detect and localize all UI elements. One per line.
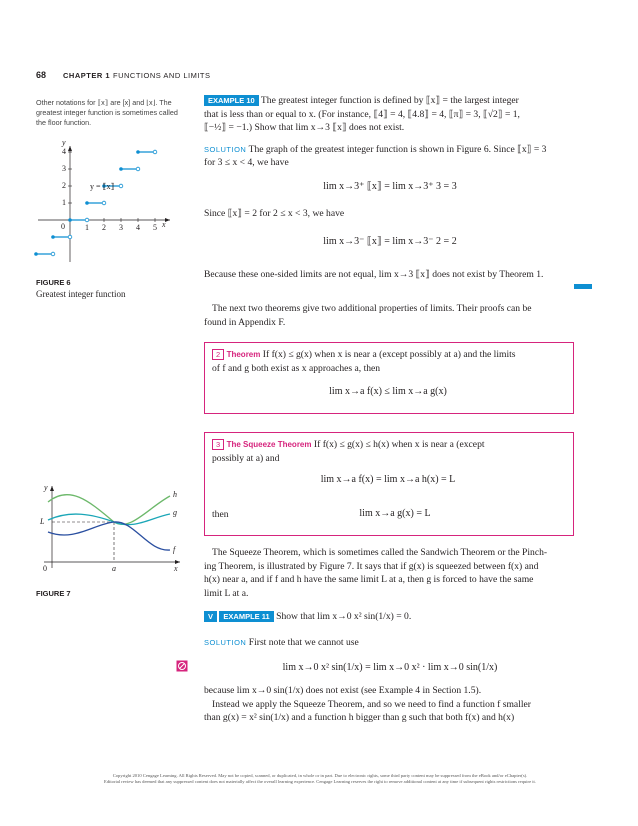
function-label: y = ⟦x⟧	[90, 182, 115, 191]
theorem3-line: If f(x) ≤ g(x) ≤ h(x) when x is near a (except	[313, 439, 485, 450]
figure6-graph	[30, 140, 180, 270]
end-of-example-marker	[574, 284, 592, 289]
solution-line: for 3 ≤ x < 4, we have	[204, 157, 289, 168]
copyright-line: Editorial review has deemed that any suppressed content does not materially affect the overall learning experience. Cengage Learning reserves the right to remove additional content at any time if subsequent rights restrictions require it.	[104, 779, 536, 784]
curve-g-label: g	[173, 508, 177, 517]
solution-line: The graph of the greatest integer function is shown in Figure 6. Since ⟦x⟧ = 3	[248, 143, 547, 155]
y-tick-label: 1	[62, 198, 66, 207]
example11-line: than g(x) = x² sin(1/x) and a function h bigger than g such that both f(x) and h(x)	[204, 712, 515, 723]
page-number: 68	[36, 70, 47, 80]
x-axis-label: x	[174, 564, 178, 573]
margin-note-line: Other notations for ⟦x⟧ are [x] and ⌊x⌋. The	[36, 98, 172, 107]
y-axis-arrow	[68, 146, 72, 151]
origin-label: 0	[61, 222, 65, 231]
theorem2-name: Theorem	[226, 350, 261, 359]
y-axis-arrow	[50, 486, 54, 491]
theorems-intro	[204, 302, 576, 329]
a-label: a	[112, 564, 116, 573]
theorem3-equation2: lim x→a g(x) = L	[359, 508, 431, 519]
example11-text	[204, 684, 576, 725]
example10-line: ⟦−½⟧ = −1.) Show that lim x→3 ⟦x⟧ does not exist.	[204, 122, 405, 133]
example11-line: because lim x→0 sin(1/x) does not exist (see Example 4 in Section 1.5).	[204, 685, 482, 696]
theorem2-equation: lim x→a f(x) ≤ lim x→a g(x)	[329, 386, 447, 397]
squeeze-line: limit L at a.	[204, 587, 249, 599]
example11-equation: lim x→0 x² sin(1/x) = lim x→0 x² · lim x→0 sin(1/x)	[282, 662, 498, 673]
x-tick-label: 3	[119, 223, 123, 232]
theorem3-then: then	[212, 509, 229, 520]
curve-f-label: f	[173, 545, 176, 554]
theorem2-text	[212, 348, 568, 375]
chapter-label: CHAPTER 1	[63, 71, 111, 80]
example10-line: The greatest integer function is defined by ⟦x⟧ = the largest integer	[260, 95, 519, 106]
y-tick-label: 2	[62, 181, 66, 190]
x-tick-label: 4	[136, 223, 140, 232]
margin-note-line: the floor function.	[36, 118, 92, 127]
theorem3-line: possibly at a) and	[212, 452, 280, 464]
example10-conclusion: Because these one-sided limits are not equal, lim x→3 ⟦x⟧ does not exist by Theorem 1.	[204, 269, 544, 280]
example11-line: Instead we apply the Squeeze Theorem, and so we need to find a function f smaller	[212, 698, 531, 710]
y-axis-label: y	[44, 483, 48, 492]
solution-line: First note that we cannot use	[248, 637, 359, 648]
origin-label: 0	[43, 564, 47, 573]
example11-label: EXAMPLE 11	[219, 611, 273, 622]
figure6-caption: Greatest integer function	[36, 289, 126, 299]
example10-line: that is less than or equal to x. (For instance, ⟦4⟧ = 4, ⟦4.8⟧ = 4, ⟦π⟧ = 3, ⟦√2⟧ = 1,	[204, 108, 520, 120]
squeeze-line: The Squeeze Theorem, which is sometimes called the Sandwich Theorem or the Pinch-	[212, 547, 548, 558]
closed-dots	[34, 150, 140, 256]
x-tick-label: 2	[102, 223, 106, 232]
intro-line: found in Appendix F.	[204, 316, 286, 328]
margin-note	[36, 98, 186, 128]
caution-icon	[176, 660, 188, 672]
squeeze-line: h(x) near a, and if f and h have the same limit L at a, then g is forced to have the same	[204, 574, 534, 585]
example11-solution	[204, 636, 576, 650]
squeeze-paragraph	[204, 546, 576, 600]
figure7-label: FIGURE 7	[36, 589, 71, 598]
x-tick-label: 1	[85, 223, 89, 232]
squeeze-line: ing Theorem, is illustrated by Figure 7. It says that if g(x) is squeezed between f(x) and	[204, 560, 539, 572]
theorem2-number: 2	[212, 349, 224, 360]
theorem2-line: of f and g both exist as x approaches a, then	[212, 362, 381, 374]
y-axis-label: y	[62, 138, 66, 147]
solution-label: SOLUTION	[204, 144, 247, 154]
figure7-graph	[30, 480, 190, 580]
y-tick-label: 3	[62, 164, 66, 173]
video-badge: V	[204, 611, 217, 622]
intro-line: The next two theorems give two additional properties of limits. Their proofs can be	[212, 303, 532, 314]
theorem3-number: 3	[212, 439, 224, 450]
open-dots	[51, 150, 157, 256]
figure6-label: FIGURE 6	[36, 278, 71, 287]
example10-block	[204, 94, 576, 170]
chapter-title: FUNCTIONS AND LIMITS	[113, 71, 211, 80]
y-tick-label: 4	[62, 147, 66, 156]
x-axis-label: x	[162, 220, 166, 229]
example11-block	[204, 610, 576, 624]
theorem3-equation1: lim x→a f(x) = lim x→a h(x) = L	[320, 474, 456, 485]
margin-note-line: greatest integer function is sometimes called	[36, 108, 178, 117]
since-line: Since ⟦x⟧ = 2 for 2 ≤ x < 3, we have	[204, 208, 345, 219]
equation-left-limit: lim x→3⁻ ⟦x⟧ = lim x→3⁻ 2 = 2	[323, 236, 457, 247]
solution-label: SOLUTION	[204, 638, 247, 647]
example10-label: EXAMPLE 10	[204, 95, 259, 106]
example11-statement: Show that lim x→0 x² sin(1/x) = 0.	[276, 611, 412, 622]
curve-f	[48, 522, 170, 550]
theorem3-text	[212, 438, 568, 465]
x-tick-label: 5	[153, 223, 157, 232]
theorem2-line: If f(x) ≤ g(x) when x is near a (except possibly at a) and the limits	[262, 349, 516, 360]
theorem3-name: The Squeeze Theorem	[226, 440, 312, 449]
equation-right-limit: lim x→3⁺ ⟦x⟧ = lim x→3⁺ 3 = 3	[323, 181, 457, 192]
copyright-line: Copyright 2010 Cengage Learning. All Rights Reserved. May not be copied, scanned, or duplicated, in whole or in part. Due to electronic rights, some third party content may be suppressed from the eBook and/or eChapter(s).	[112, 773, 528, 778]
L-label: L	[40, 517, 45, 526]
curve-h-label: h	[173, 490, 177, 499]
copyright-footer	[40, 773, 600, 785]
